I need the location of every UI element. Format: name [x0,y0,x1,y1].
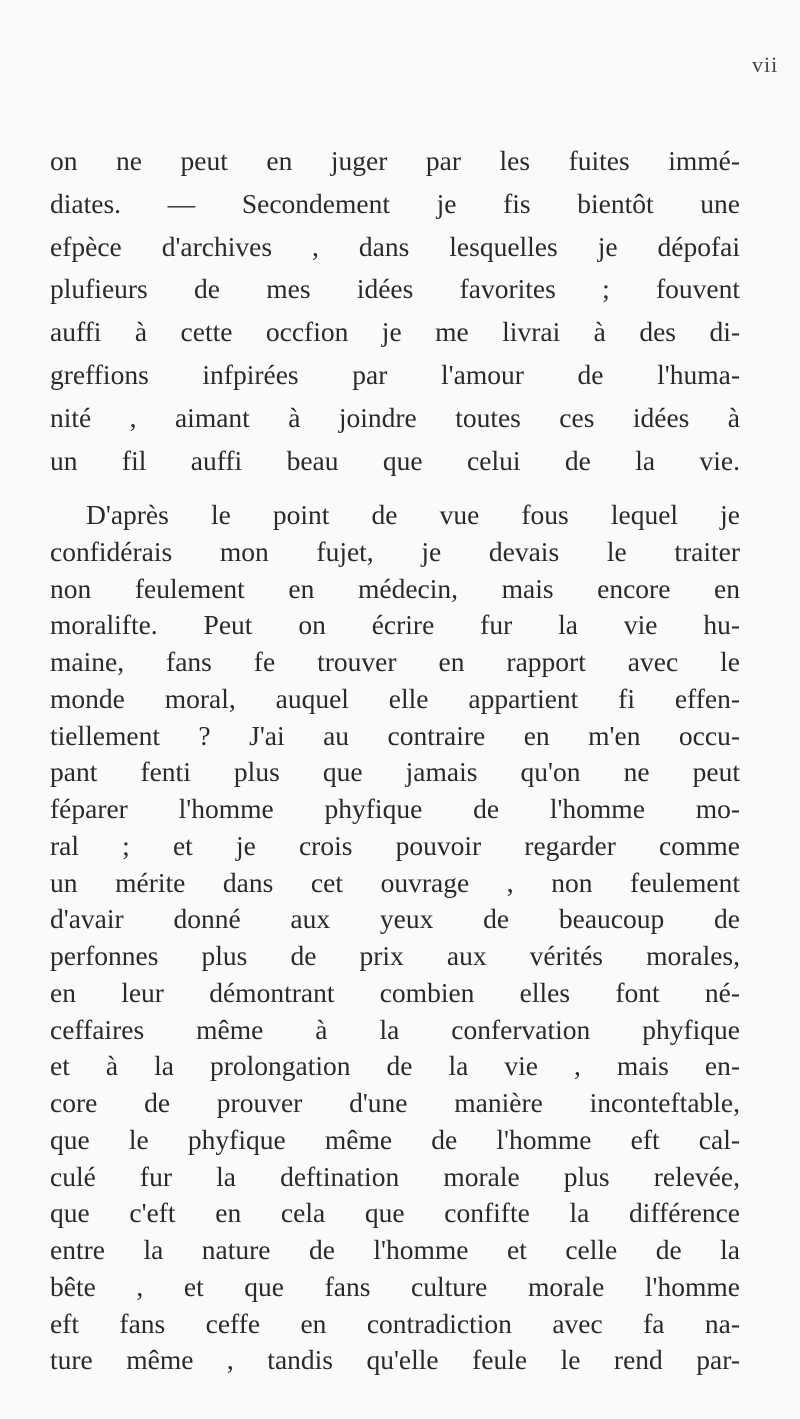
text-line: féparer l'homme phyfique de l'homme mo- [50,793,740,824]
text-line: en leur démontrant combien elles font né- [50,976,740,1008]
text-line: que c'eft en cela que confifte la différence [50,1197,740,1229]
text-line: greffions infpirées par l'amour de l'huma- [50,358,740,390]
text-line: non feulement en médecin, mais encore en [50,572,740,604]
text-line: monde moral, auquel elle appartient fi effen- [50,682,740,714]
paragraph-1 [50,140,740,482]
text-line: d'avair donné aux yeux de beaucoup de [50,903,740,935]
text-line: eft fans ceffe en contradiction avec fa na- [50,1307,740,1339]
text-line: un mérite dans cet ouvrage , non feulement [50,866,740,898]
text-line: pant fenti plus que jamais qu'on ne peut [50,756,740,788]
text-line: plufieurs de mes idées favorites ; fouvent [50,273,740,305]
text-line: moralifte. Peut on écrire fur la vie hu- [50,609,740,641]
text-line: maine, fans fe trouver en rapport avec le [50,646,740,677]
text-line: D'après le point de vue fous lequel je [86,499,740,530]
text-line: efpèce d'archives , dans lesquelles je dépofai [50,230,740,262]
text-line: entre la nature de l'homme et celle de la [50,1234,740,1265]
text-line: ture même , tandis qu'elle feule le rend par- [50,1344,740,1376]
text-line: perfonnes plus de prix aux vérités morales, [50,940,740,971]
text-line: ral ; et je crois pouvoir regarder comme [50,829,740,861]
text-line: auffi à cette occfion je me livrai à des di- [50,316,740,348]
paragraph-2 [50,497,740,1379]
text-line: culé fur la deftination morale plus relevée, [50,1160,740,1192]
text-line: diates. — Secondement je fis bientôt une [50,187,740,219]
text-line: bête , et que fans culture morale l'homme [50,1270,740,1302]
text-line: tiellement ? J'ai au contraire en m'en occu- [50,719,740,751]
text-line: confidérais mon fujet, je devais le traiter [50,535,740,567]
text-line: et à la prolongation de la vie , mais en- [50,1050,740,1082]
page-number: vii [752,52,779,77]
text-line: que le phyfique même de l'homme eft cal- [50,1123,740,1155]
text-line: un fil auffi beau que celui de la vie. [50,444,740,476]
text-line: on ne peut en juger par les fuites immé- [50,145,740,176]
text-line: core de prouver d'une manière inconteftable, [50,1087,740,1118]
text-line: nité , aimant à joindre toutes ces idées à [50,401,740,433]
text-line: ceffaires même à la confervation phyfique [50,1013,740,1045]
